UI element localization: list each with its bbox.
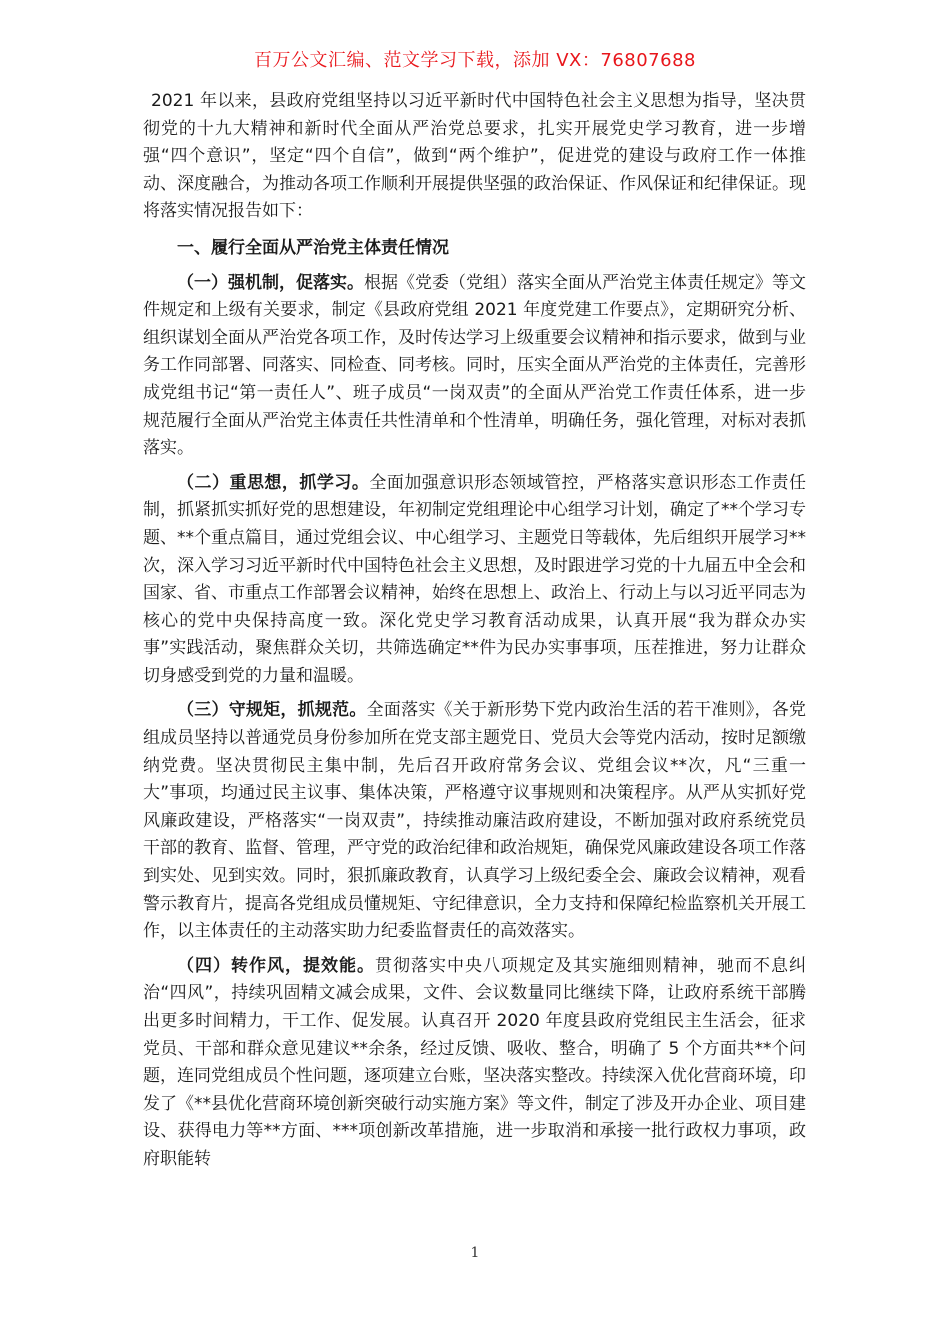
document-body bbox=[143, 88, 806, 1174]
item-title-4: （四）转作风，提效能。 bbox=[177, 955, 375, 976]
paragraph-item-2 bbox=[143, 470, 806, 691]
item-title-1: （一）强机制，促落实。 bbox=[177, 272, 364, 293]
item-body-3: 全面落实《关于新形势下党内政治生活的若干准则》，各党组成员坚持以普通党员身份参加所在党支部主题党日、党员大会等党内活动，按时足额缴纳党费。坚决贯彻民主集中制，先后召开政府常务会议、党组会议**次，凡“三重一大”事项，均通过民主议事、集体决策，严格遵守议事规则和决策程序。从严从实抓好党风廉政建设，严格落实“一岗双责”，持续推动廉洁政府建设，不断加强对政府系统党员干部的教育、监督、管理，严守党的政治纪律和政治规矩，确保党风廉政建设各项工作落到实处、见到实效。同时，狠抓廉政教育，认真学习上级纪委全会、廉政会议精神，观看警示教育片，提高各党组成员懂规矩、守纪律意识，全力支持和保障纪检监察机关开展工作，以主体责任的主动落实助力纪委监督责任的高效落实。 bbox=[143, 700, 807, 942]
header-banner: 百万公文汇编、范文学习下载，添加 VX：76807688 bbox=[254, 50, 696, 71]
item-title-2: （二）重思想，抓学习。 bbox=[177, 472, 370, 493]
item-body-4: 贯彻落实中央八项规定及其实施细则精神，驰而不息纠治“四风”，持续巩固精文减会成果，文件、会议数量同比继续下降，让政府系统干部腾出更多时间精力，干工作、促发展。认真召开 2020 年度县政府党组民主生活会，征求党员、干部和群众意见建议**余条，经过反馈、吸收、整合，明确了 5 个方面共**个问题，连同党组成员个性问题，逐项建立台账，坚决落实整改。持续深入优化营商环境，印发了《**县优化营商环境创新突破行动实施方案》等文件，制定了涉及开办企业、项目建设、获得电力等**方面、***项创新改革措施，进一步取消和承接一批行政权力事项，政府职能转 bbox=[143, 955, 806, 1169]
paragraph-item-3 bbox=[143, 697, 806, 945]
section-heading: 一、履行全面从严治党主体责任情况 bbox=[177, 237, 449, 258]
item-title-3: （三）守规矩，抓规范。 bbox=[177, 700, 367, 721]
item-body-2: 全面加强意识形态领域管控，严格落实意识形态工作责任制，抓紧抓实抓好党的思想建设，年初制定党组理论中心组学习计划，确定了**个学习专题、**个重点篇目，通过党组会议、中心组学习、主题党日等载体，先后组织开展学习**次，深入学习习近平新时代中国特色社会主义思想，及时跟进学习党的十九届五中全会和国家、省、市重点工作部署会议精神，始终在思想上、政治上、行动上与以习近平同志为核心的党中央保持高度一致。深化党史学习教育活动成果，认真开展“我为群众办实事”实践活动，聚焦群众关切，共筛选确定**件为民办实事事项，压茬推进，努力让群众切身感受到党的力量和温暖。 bbox=[143, 472, 806, 686]
intro-paragraph: 2021 年以来，县政府党组坚持以习近平新时代中国特色社会主义思想为指导，坚决贯彻党的十九大精神和新时代全面从严治党总要求，扎实开展党史学习教育，进一步增强“四个意识”，坚定“四个自信”，做到“两个维护”，促进党的建设与政府工作一体推动、深度融合，为推动各项工作顺利开展提供坚强的政治保证、作风保证和纪律保证。现将落实情况报告如下： bbox=[143, 91, 806, 222]
item-body-1: 根据《党委（党组）落实全面从严治党主体责任规定》等文件规定和上级有关要求，制定《县政府党组 2021 年度党建工作要点》，定期研究分析、组织谋划全面从严治党各项工作，及时传达学习上级重要会议精神和指示要求，做到与业务工作同部署、同落实、同检查、同考核。同时，压实全面从严治党的主体责任，完善形成党组书记“第一责任人”、班子成员“一岗双责”的全面从严治党工作责任体系，进一步规范履行全面从严治党主体责任共性清单和个性清单，明确任务，强化管理，对标对表抓落实。 bbox=[143, 272, 806, 459]
paragraph-item-4 bbox=[143, 953, 806, 1174]
paragraph-item-1 bbox=[143, 270, 806, 463]
page-number: 1 bbox=[470, 1245, 480, 1261]
